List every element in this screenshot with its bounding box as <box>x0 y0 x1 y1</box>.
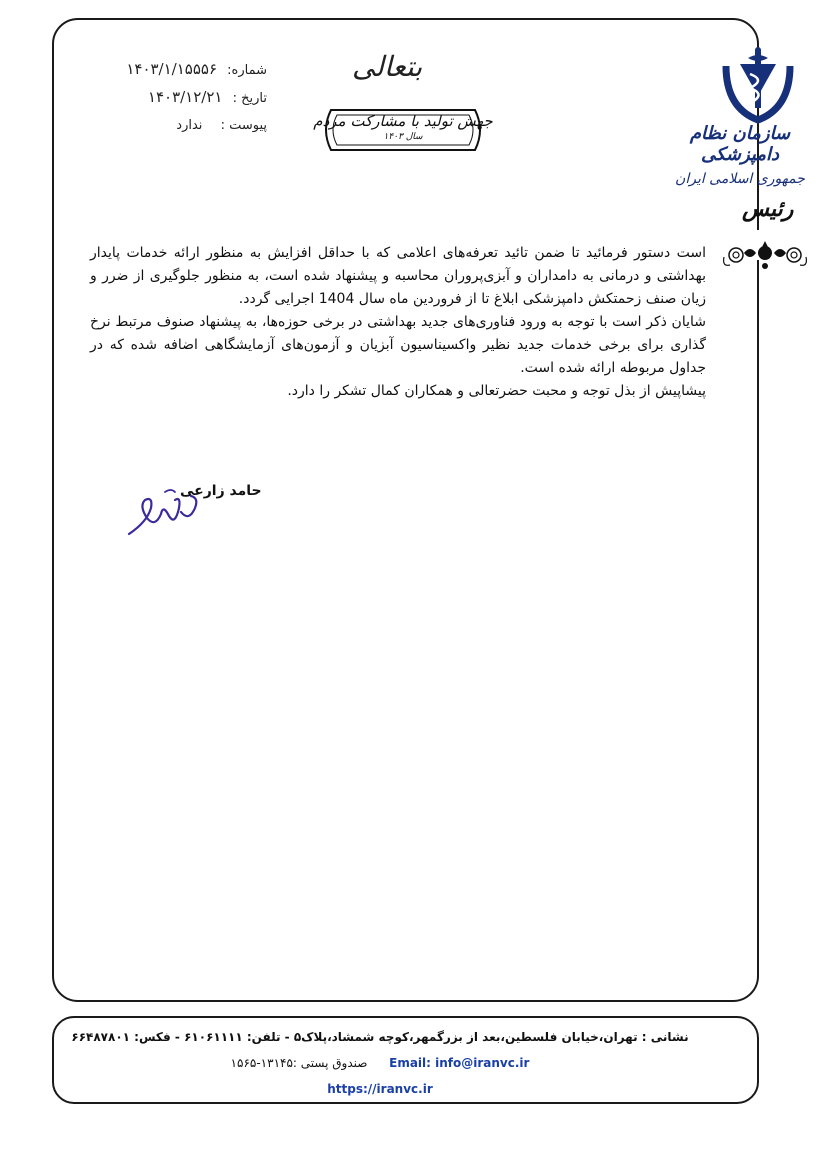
signatory-name: حامد زارعی <box>180 483 262 499</box>
letter-body <box>90 242 706 403</box>
body-paragraph-1: است دستور فرمائید تا ضمن تائید تعرفه‌های اعلامی که با حداقل افزایش به منظور ارائه خدمات پایدار بهداشتی و درمانی به دامداران و آبزی‌پروران محاسبه و پیشنهاد شده است، به منظور جلوگیری از ضرر و زیان صنف زحمتکش دامپزشکی ابلاغ تا از فروردین ماه سال 1404 اجرایی گردد. <box>90 245 706 307</box>
number-label: شماره: <box>227 63 267 78</box>
veterinary-organization-logo <box>718 46 798 126</box>
footer-email[interactable]: Email: info@iranvc.ir <box>389 1056 530 1070</box>
body-paragraph-3: پیشاپیش از بذل توجه و محبت حضرتعالی و همکاران کمال تشکر را دارد. <box>287 383 706 399</box>
footer-address: نشانی : تهران،خیابان فلسطین،بعد از بزرگمهر،کوچه شمشاد،پلاک۵ - تلفن: ۶۱۰۶۱۱۱۱ - فکس: ۶۶۴۸۷۸۰۱ <box>71 1030 689 1044</box>
footer-po-box: صندوق پستی :۱۳۱۴۵-۱۵۶۵ <box>230 1056 368 1070</box>
attachment-label: پیوست : <box>220 118 267 133</box>
footer-website[interactable]: https://iranvc.ir <box>327 1082 433 1096</box>
footer-website-line <box>70 1082 690 1096</box>
organization-name <box>665 123 815 187</box>
president-title: رئیس <box>742 196 794 222</box>
letter-number <box>126 60 267 78</box>
bismillah-calligraphy: بتعالی <box>352 50 423 83</box>
org-name-line2: جمهوری اسلامی ایران <box>675 171 805 187</box>
slogan: جهش تولید با مشارکت مردم <box>313 112 493 130</box>
date-value: ۱۴۰۳/۱۲/۲۱ <box>147 88 223 106</box>
footer-contact <box>70 1056 690 1070</box>
handwritten-signature <box>125 478 205 540</box>
org-name-line1: سازمان نظام دامپزشکی <box>689 123 791 165</box>
letter-attachment <box>176 118 267 133</box>
slogan-text <box>313 112 493 142</box>
attachment-value: ندارد <box>176 118 203 133</box>
letter-date <box>148 88 267 106</box>
date-label: تاریخ : <box>232 91 267 106</box>
ornament-icon <box>720 237 810 273</box>
body-paragraph-2: شایان ذکر است با توجه به ورود فناوری‌های جدید بهداشتی در برخی حوزه‌ها، به پیشنهاد صنوف مرتبط نرخ گذاری برای برخی خدمات جدید نظیر واکسیناسیون آبزیان و آزمون‌های آزمایشگاهی اضافه شده که در جداول مربوطه ارائه شده است. <box>90 314 706 376</box>
slogan-year: سال ۱۴۰۳ <box>383 132 423 142</box>
number-value: ۱۴۰۳/۱/۱۵۵۵۶ <box>126 60 218 78</box>
